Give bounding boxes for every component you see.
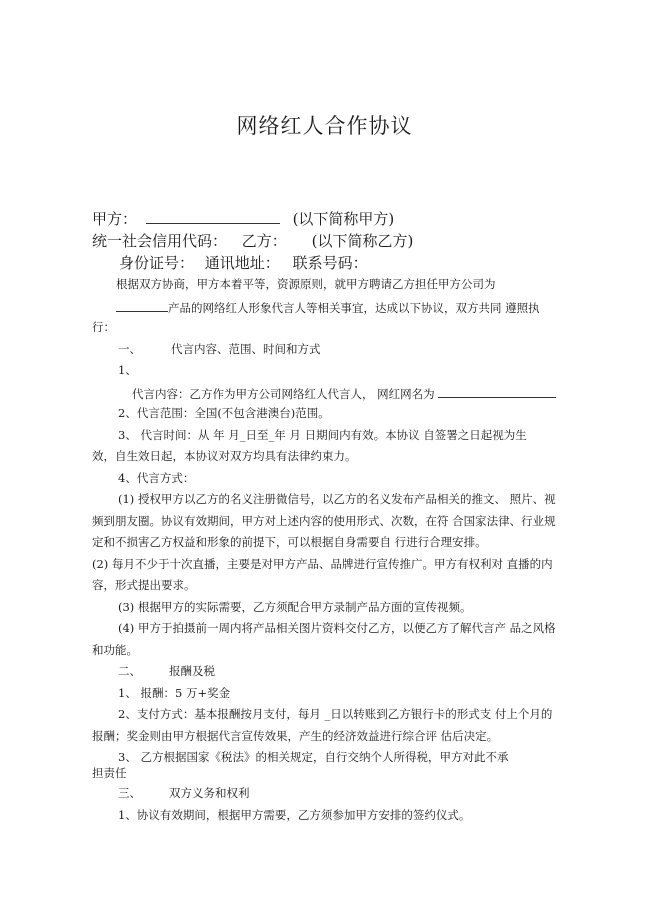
intro-line-2: 产品的网络红人形象代言人等相关事宜，达成以下协议，双方共同 遵照执	[116, 299, 540, 315]
party-a-blank	[146, 211, 280, 224]
section-1-item-3-line-2: 效，自生效日起，本协议对双方均具有法律约束力。	[92, 449, 357, 463]
party-a-suffix: (以下简称甲方)	[292, 210, 395, 228]
credit-code-line	[92, 232, 413, 250]
section-2-item-1: 1、 报酬：5 万+奖金	[118, 686, 231, 700]
section-2-item-2-line-2: 报酬；奖金则由甲方根据代言宣传效果，产生的经济效益进行综合评 估后决定。	[92, 729, 499, 743]
id-number-label: 身份证号：	[119, 254, 195, 272]
method-1-line-2: 频到朋友圈。协议有效期间，甲方对上述内容的使用形式、次数，在符 合国家法律、行业规	[92, 514, 556, 528]
section-2-item-3-line-1: 3、 乙方根据国家《税法》的相关规定，自行交纳个人所得税，甲方对此不承	[118, 750, 509, 764]
document-title: 网络红人合作协议	[236, 114, 413, 138]
method-4-line-1: (4) 甲方于拍摄前一周内将产品相关图片资料交付乙方，以便乙方了解代言产 品之风格	[118, 621, 556, 635]
party-b-label: 乙方：	[241, 232, 287, 250]
credit-code-label: 统一社会信用代码：	[92, 232, 228, 250]
address-label: 通讯地址：	[204, 254, 280, 272]
section-2-item-3-line-2: 担责任	[92, 766, 127, 780]
id-line	[119, 254, 368, 272]
party-b-suffix: (以下简称乙方)	[311, 232, 414, 250]
method-4-line-2: 和功能。	[92, 643, 138, 657]
section-1-heading: 一、 代言内容、范围、时间和方式	[118, 342, 321, 356]
section-1-item-4: 4、代言方式：	[118, 471, 195, 485]
method-1-line-1: (1) 授权甲方以乙方的名义注册微信号，以乙方的名义发布产品相关的推文、 照片、视	[118, 492, 556, 506]
intro-line-3: 行：	[92, 320, 115, 334]
method-2-line-1: (2) 每月不少于十次直播，主要是对甲方产品、品牌进行宣传推广。甲方有权利对 直播的内	[92, 557, 553, 571]
section-1-item-3-line-1: 3、 代言时间：从 年 月_日至_年 月 日期间内有效。本协议 自签署之日起视为生	[118, 428, 527, 442]
section-1-item-1: 代言内容：乙方作为甲方公司网络红人代言人， 网红网名为	[132, 385, 556, 401]
method-3: (3) 根据甲方的实际需要，乙方须配合甲方录制产品方面的宣传视频。	[118, 600, 472, 614]
section-2-heading: 二、 报酬及税	[118, 664, 215, 678]
section-2-item-2-line-1: 2、支付方式：基本报酬按月支付，每月 _日以转账到乙方银行卡的形式支 付上个月的	[118, 707, 553, 721]
method-1-line-3: 定和不损害乙方权益和形象的前提下，可以根据自身需要自 行进行合理安排。	[92, 535, 487, 549]
intro-line-1: 根据双方协商，甲方本着平等，资源原则，就甲方聘请乙方担任甲方公司为	[116, 277, 496, 291]
party-a-line	[92, 210, 394, 228]
section-3-heading: 三、 双方义务和权利	[118, 786, 250, 800]
nickname-blank	[438, 385, 556, 398]
party-a-label: 甲方：	[92, 210, 138, 228]
section-3-item-1: 1、协议有效期间，根据甲方需要，乙方须参加甲方安排的签约仪式。	[118, 808, 471, 822]
phone-label: 联系号码：	[292, 254, 368, 272]
method-2-line-2: 容，形式提出要求。	[92, 578, 196, 592]
product-blank	[116, 299, 168, 312]
section-1-item-2: 2、代言范围：全国(不包含港澳台)范围。	[118, 406, 330, 420]
section-1-item-1-num: 1、	[118, 363, 137, 377]
